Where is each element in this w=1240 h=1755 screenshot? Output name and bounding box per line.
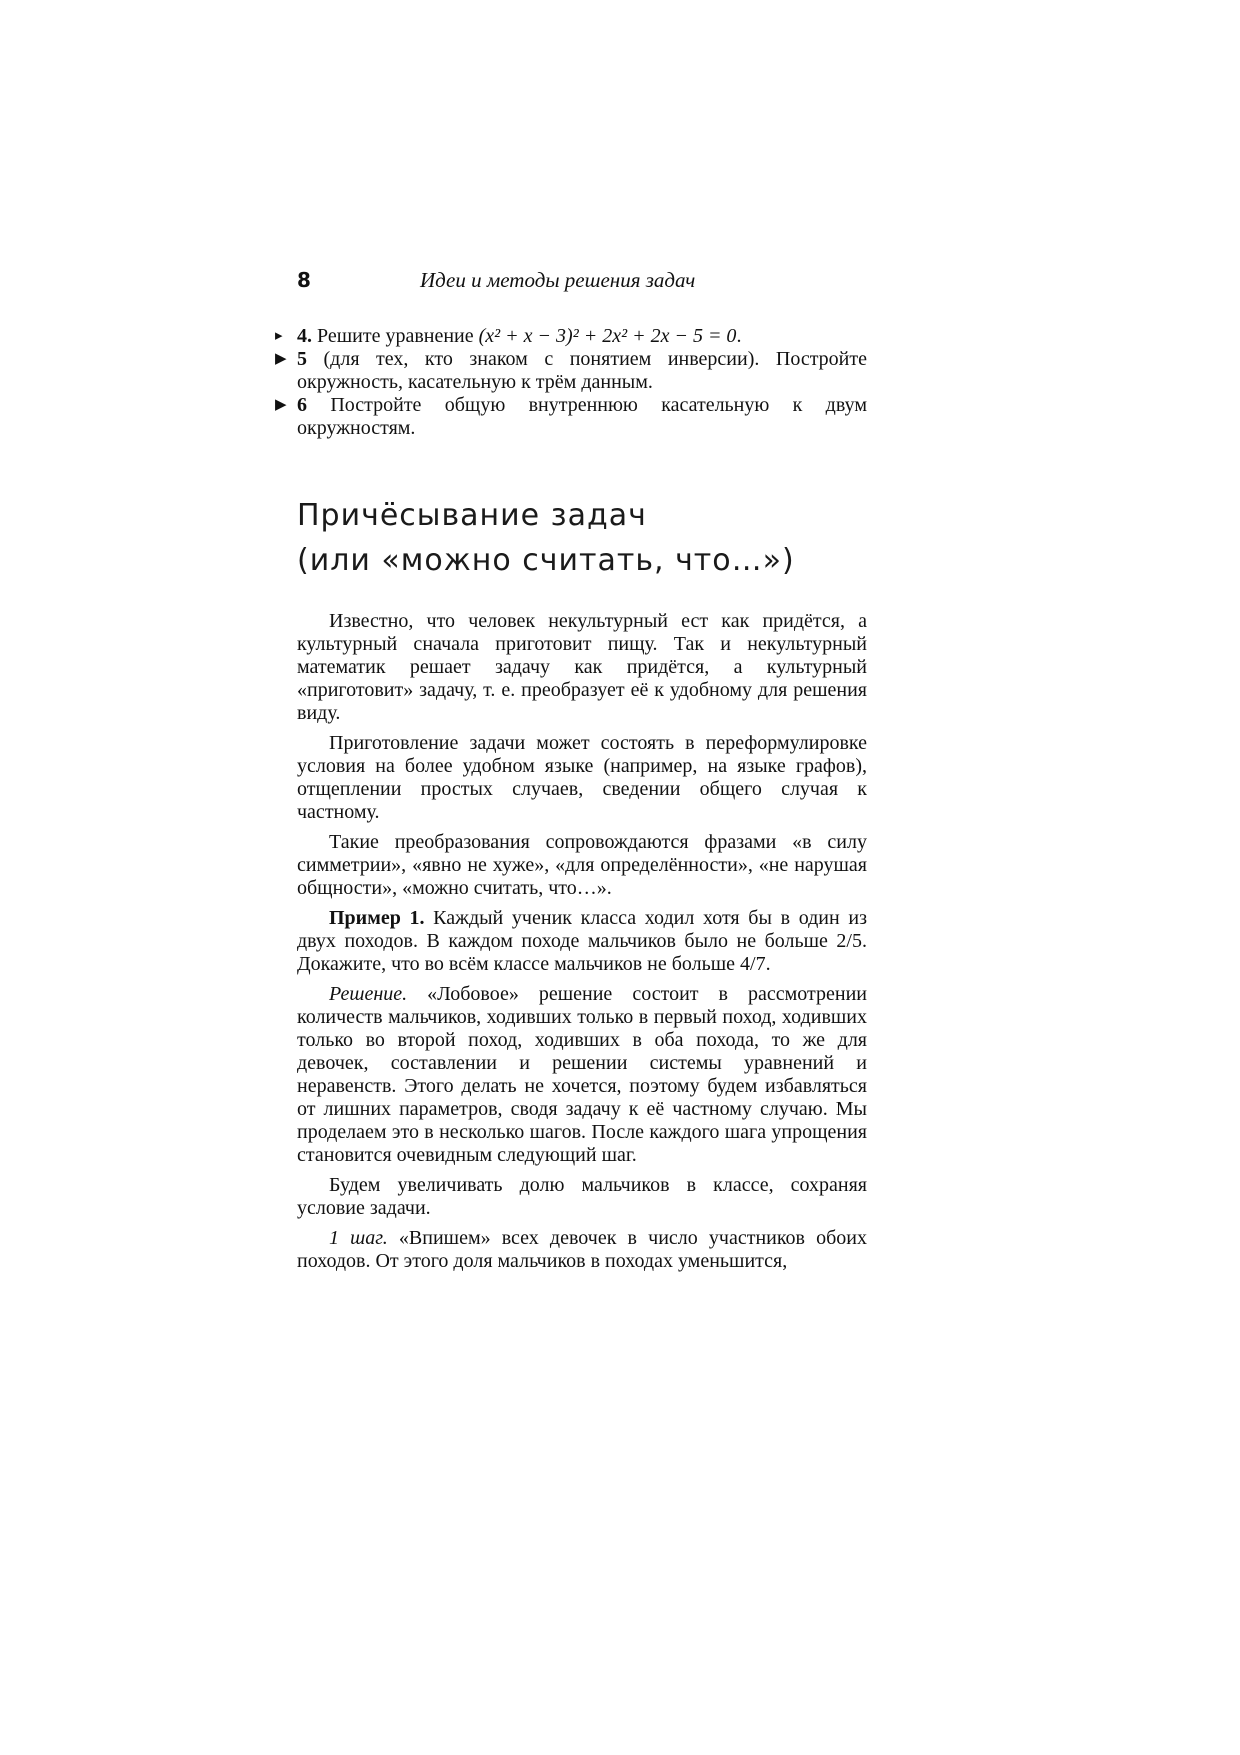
example-paragraph bbox=[297, 907, 867, 976]
example-text: Каждый ученик класса ходил хотя бы в один из двух походов. В каждом походе мальчиков было не больше 2/5. Докажите, что во всём классе мальчиков не больше 4/7. bbox=[297, 907, 867, 975]
paragraph: Будем увеличивать долю мальчиков в классе, сохраняя условие задачи. bbox=[297, 1174, 867, 1219]
solution-label: Решение. bbox=[329, 983, 408, 1005]
problem-text: Решите уравнение bbox=[317, 325, 479, 347]
problem-number: 4. bbox=[297, 325, 312, 347]
problem-item bbox=[275, 348, 868, 394]
problem-number: 5 bbox=[297, 348, 307, 370]
problem-item bbox=[275, 325, 867, 348]
paragraph: Известно, что человек некультурный ест как придётся, а культурный сначала приготовит пищу. Так и некультурный математик решает задачу как придётся, а культурный «приготовит» задачу, т. е. преобразует её к удобному для решения виду. bbox=[297, 610, 867, 724]
problem-list bbox=[275, 325, 868, 440]
example-label: Пример 1. bbox=[329, 907, 425, 929]
problem-number: 6 bbox=[297, 394, 307, 416]
problem-equation: (x² + x − 3)² + 2x² + 2x − 5 = 0 bbox=[478, 325, 737, 347]
triangle-marker-icon: ▶ bbox=[275, 351, 287, 367]
solution-paragraph bbox=[297, 983, 867, 1167]
paragraph: Приготовление задачи может состоять в переформулировке условия на более удобном языке (например, на языке графов), отщеплении простых случаев, сведении общего случая к частному. bbox=[297, 732, 867, 823]
problem-text-end: . bbox=[736, 325, 742, 347]
paragraph: Такие преобразования сопровождаются фразами «в силу симметрии», «явно не хуже», «для определённости», «не нарушая общности», «можно считать, что…». bbox=[297, 831, 867, 899]
step-text: «Впишем» всех девочек в число участников обоих походов. От этого доля мальчиков в походах уменьшится, bbox=[297, 1227, 868, 1272]
problem-text: Постройте общую внутреннюю касательную к двум окружностям. bbox=[297, 394, 867, 439]
body-text bbox=[297, 610, 867, 1280]
section-title bbox=[297, 493, 897, 583]
triangle-marker-icon: ▸ bbox=[275, 328, 283, 344]
step-label: 1 шаг. bbox=[329, 1227, 388, 1249]
solution-text: «Лобовое» решение состоит в рассмотрении количеств мальчиков, ходивших только в первый поход, ходивших только во второй поход, ходивших в оба похода, то же для девочек, составлении и решении системы уравнений и неравенств. Этого делать не хочется, поэтому будем избавляться от лишних параметров, сводя задачу к её частному случаю. Мы проделаем это в несколько шагов. После каждого шага упрощения становится очевидным следующий шаг. bbox=[297, 983, 867, 1166]
running-title: Идеи и методы решения задач bbox=[420, 268, 696, 292]
triangle-marker-icon: ▶ bbox=[275, 397, 287, 413]
problem-item bbox=[275, 394, 867, 440]
page-number: 8 bbox=[297, 268, 311, 292]
step-paragraph bbox=[297, 1227, 867, 1273]
section-title-line2: (или «можно считать, что…») bbox=[297, 543, 795, 578]
problem-text: (для тех, кто знаком с понятием инверсии). Постройте окружность, касательную к трём данным. bbox=[297, 348, 868, 393]
section-title-line1: Причёсывание задач bbox=[297, 498, 647, 533]
